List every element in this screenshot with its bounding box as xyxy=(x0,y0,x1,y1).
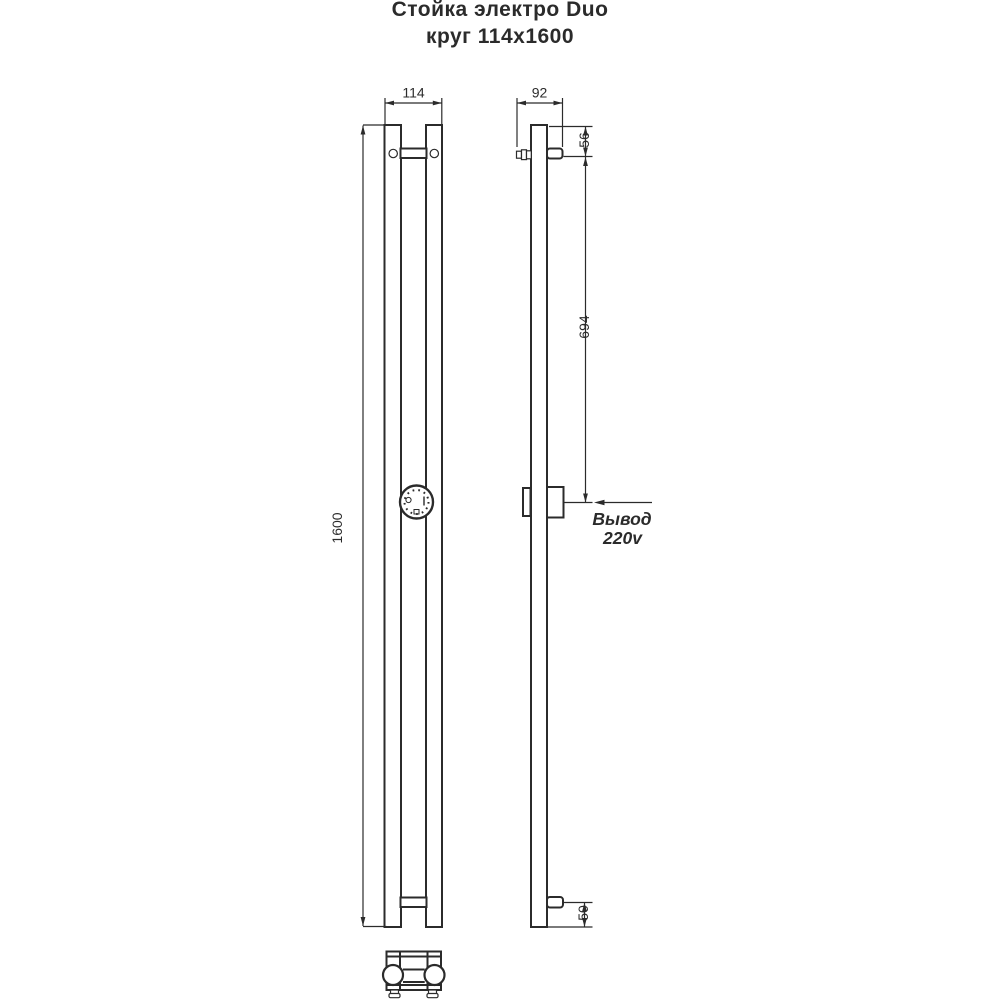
side-bottom-bracket xyxy=(547,897,563,908)
top-left-screw-icon xyxy=(389,149,397,157)
top-mount-bolt-icon xyxy=(517,150,532,160)
bottom-right-tube-section xyxy=(425,965,445,985)
product-title-line1: Стойка электро Duo xyxy=(391,0,609,21)
thermostat-dial-icon xyxy=(400,486,433,519)
dim-bracket-spacing-label: 694 xyxy=(576,315,592,339)
front-right-tube xyxy=(426,125,442,927)
dim-top-offset-label: 56 xyxy=(576,132,592,148)
front-top-crossbar xyxy=(401,149,427,159)
power-output-label-line1: Вывод xyxy=(592,509,652,529)
dim-height-label: 1600 xyxy=(329,512,345,544)
bottom-left-foot xyxy=(389,990,400,998)
top-right-screw-icon xyxy=(430,149,438,157)
dimension-694 xyxy=(565,157,593,503)
dimension-1600 xyxy=(329,125,387,927)
bottom-right-foot xyxy=(427,990,438,998)
side-middle-cover xyxy=(523,488,531,516)
side-tube xyxy=(531,125,547,927)
product-title-line2: круг 114x1600 xyxy=(425,25,575,48)
bottom-left-tube-section xyxy=(383,965,403,985)
side-view xyxy=(517,125,564,927)
front-left-tube xyxy=(385,125,402,927)
side-top-bracket xyxy=(547,149,563,159)
dimension-114 xyxy=(385,85,442,125)
front-view xyxy=(385,125,443,927)
power-output-label-line2: 220v xyxy=(603,528,642,548)
bottom-view xyxy=(383,952,445,998)
power-output-annotation xyxy=(592,500,652,548)
dim-bottom-offset-label: 50 xyxy=(575,905,591,921)
front-bottom-crossbar xyxy=(401,898,427,908)
dim-depth-label: 92 xyxy=(531,84,548,101)
dim-width-label: 114 xyxy=(402,84,425,101)
side-middle-bracket xyxy=(547,487,564,518)
